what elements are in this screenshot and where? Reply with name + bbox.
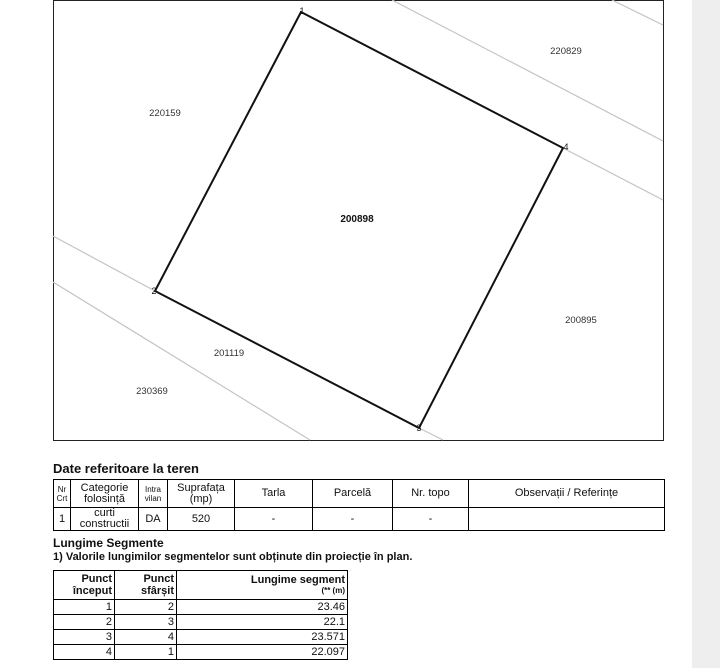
col-header-tarla: Tarla <box>235 480 313 508</box>
cell-start: 1 <box>54 600 115 615</box>
segments-title: Lungime Segmente <box>53 536 164 550</box>
header-line: sfârșit <box>140 585 174 597</box>
cell-nr-topo: - <box>393 508 469 531</box>
header-line: Crt <box>56 493 68 503</box>
cell-suprafata: 520 <box>168 508 235 531</box>
table-row <box>54 645 348 660</box>
point-label-1: 1 <box>299 6 305 16</box>
cell-parcela: - <box>313 508 393 531</box>
col-header-categorie <box>71 480 139 508</box>
neighbor-parcel-label: 201119 <box>213 348 245 359</box>
parcel-map <box>53 0 665 443</box>
col-header-intravilan <box>139 480 168 508</box>
header-line: Suprafața <box>177 481 225 494</box>
neighbor-parcel-label: 200895 <box>565 315 597 326</box>
segments-note: 1) Valorile lungimilor segmentelor sunt obținute din proiecție în plan. <box>53 551 413 563</box>
col-header-start-point <box>54 571 115 600</box>
cell-intravilan: DA <box>139 508 168 531</box>
cell-tarla: - <box>235 508 313 531</box>
header-line: Lungime segment <box>250 574 345 586</box>
header-line: început <box>72 585 112 597</box>
col-header-nr-topo: Nr. topo <box>393 480 469 508</box>
col-header-end-point <box>115 571 177 600</box>
col-header-parcela: Parcelă <box>313 480 393 508</box>
col-header-length <box>177 571 348 600</box>
header-unit: (** (m) <box>321 586 345 595</box>
table-header-row <box>54 480 665 508</box>
cell-length: 22.1 <box>177 615 348 630</box>
point-label-2: 2 <box>151 286 157 296</box>
cell-observatii <box>469 508 665 531</box>
col-header-observatii: Observații / Referințe <box>469 480 665 508</box>
page-margin-strip <box>692 0 720 668</box>
land-data-title: Date referitoare la teren <box>53 461 199 476</box>
header-line: Punct <box>81 573 112 585</box>
col-header-suprafata <box>168 480 235 508</box>
main-parcel-label: 200898 <box>340 214 374 225</box>
point-label-4: 4 <box>563 142 569 152</box>
cell-start: 4 <box>54 645 115 660</box>
header-line: (mp) <box>189 492 213 505</box>
header-line: Intra <box>144 484 161 494</box>
segments-table <box>53 570 348 660</box>
cell-categorie: curti constructii <box>71 508 139 531</box>
cell-length: 22.097 <box>177 645 348 660</box>
header-line: folosință <box>84 492 125 505</box>
col-header-nr-crt <box>54 480 71 508</box>
neighbor-parcel-label: 220829 <box>550 46 582 57</box>
neighbor-parcel-label: 220159 <box>149 108 181 119</box>
cell-end: 1 <box>115 645 177 660</box>
table-header-row <box>54 571 348 600</box>
cell-end: 4 <box>115 630 177 645</box>
table-row <box>54 508 665 531</box>
cell-start: 3 <box>54 630 115 645</box>
header-line: Punct <box>143 573 174 585</box>
point-label-3: 3 <box>416 423 422 433</box>
header-line: Nr <box>57 484 67 494</box>
cell-nr: 1 <box>54 508 71 531</box>
cell-length: 23.46 <box>177 600 348 615</box>
cell-end: 3 <box>115 615 177 630</box>
cell-start: 2 <box>54 615 115 630</box>
table-row <box>54 630 348 645</box>
header-line: vilan <box>144 493 162 503</box>
table-row <box>54 615 348 630</box>
cell-end: 2 <box>115 600 177 615</box>
cell-length: 23.571 <box>177 630 348 645</box>
header-line: Categorie <box>80 481 129 494</box>
land-data-table <box>53 479 665 531</box>
neighbor-parcel-label: 230369 <box>136 386 168 397</box>
table-row <box>54 600 348 615</box>
